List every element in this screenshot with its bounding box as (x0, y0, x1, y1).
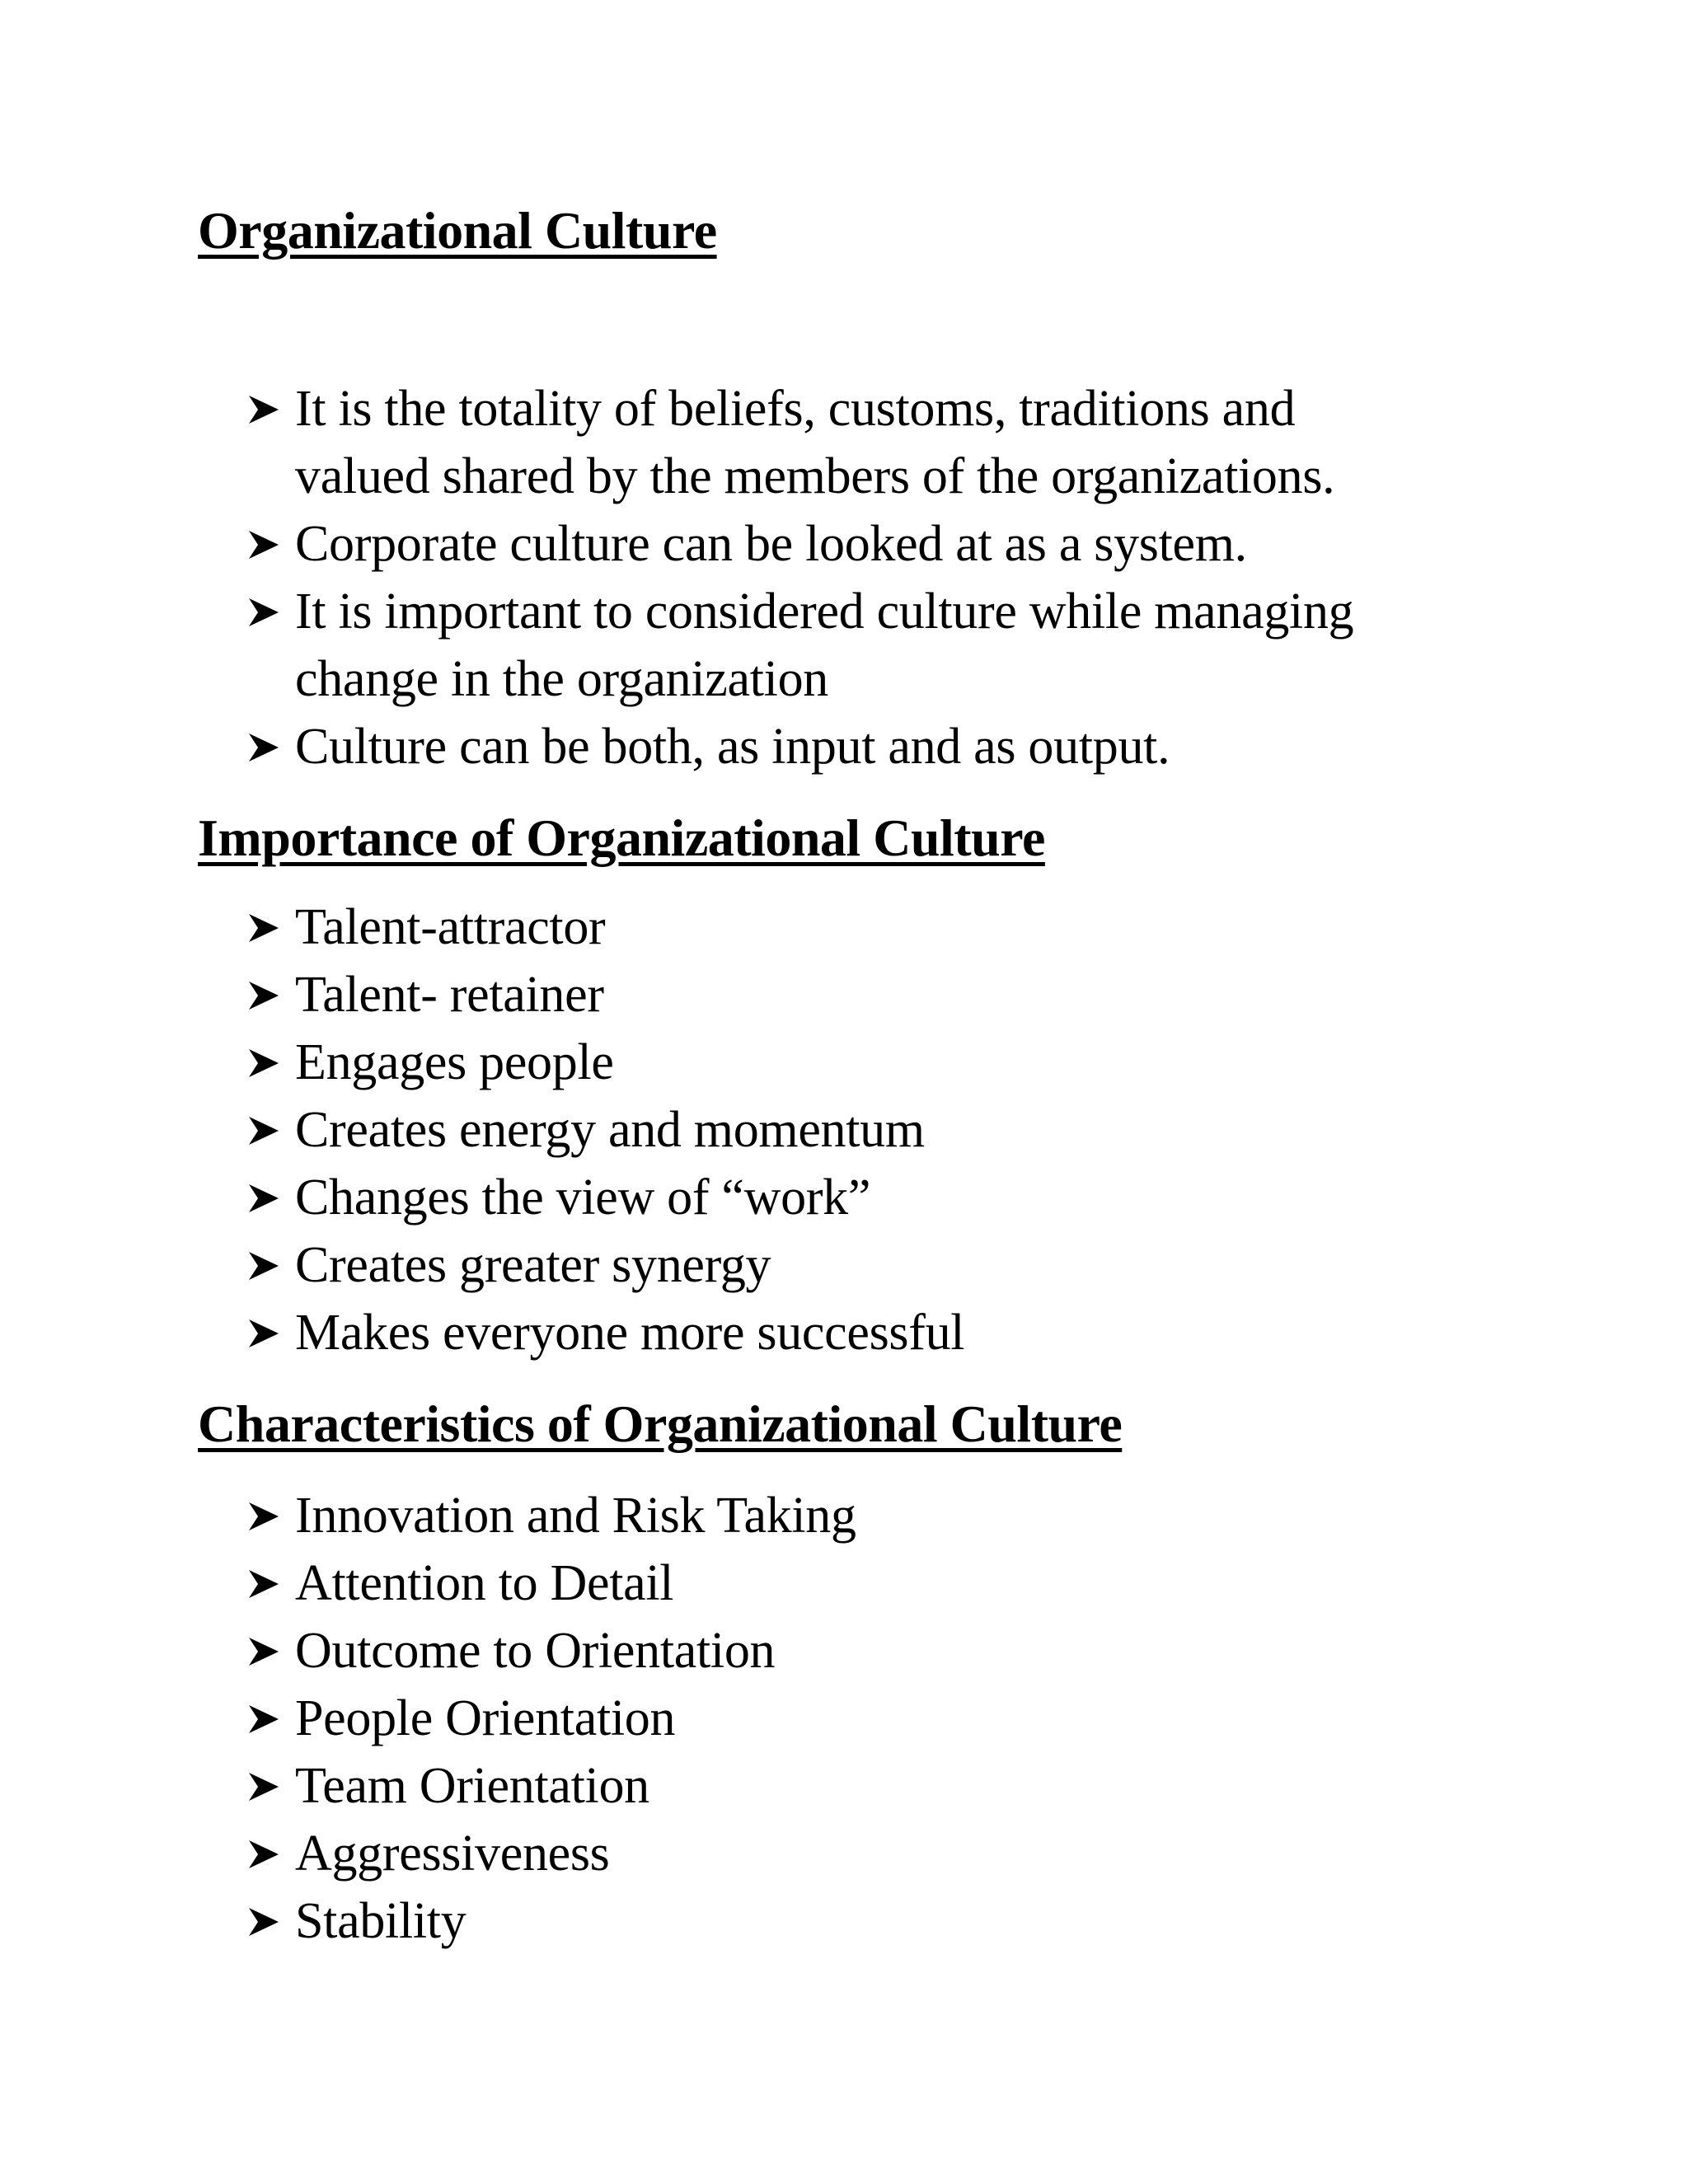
list-item-text: Corporate culture can be looked at as a system. (295, 516, 1247, 572)
list-item (249, 1820, 856, 1887)
list-item-text: It is the totality of beliefs, customs, traditions and (295, 381, 1296, 437)
list-item-text: Makes everyone more successful (295, 1305, 965, 1361)
section-heading-importance: Importance of Organizational Culture (198, 808, 1045, 867)
section-heading-organizational-culture: Organizational Culture (198, 201, 717, 260)
list-item-text: Outcome to Orientation (295, 1623, 776, 1679)
arrowhead-bullet-icon (249, 914, 279, 942)
arrowhead-bullet-icon (249, 1502, 279, 1530)
list-item (249, 375, 1353, 510)
list-item-text: It is important to considered culture while managing (295, 583, 1354, 640)
arrowhead-bullet-icon (249, 598, 279, 626)
section-heading-characteristics: Characteristics of Organizational Culture (198, 1394, 1123, 1453)
list-item (249, 1887, 856, 1955)
arrowhead-bullet-icon (249, 1319, 279, 1347)
arrowhead-bullet-icon (249, 1773, 279, 1801)
list-item-text: Talent- retainer (295, 967, 604, 1023)
list-item-text: Stability (295, 1893, 467, 1949)
arrowhead-bullet-icon (249, 982, 279, 1010)
list-item-text: People Orientation (295, 1690, 676, 1746)
arrowhead-bullet-icon (249, 396, 279, 424)
arrowhead-bullet-icon (249, 733, 279, 762)
list-item-text-continued: change in the organization (295, 651, 828, 707)
arrowhead-bullet-icon (249, 1184, 279, 1212)
list-item (249, 1231, 964, 1299)
list-item-text: Aggressiveness (295, 1825, 610, 1882)
list-item (249, 510, 1353, 578)
list-item-text: Innovation and Risk Taking (295, 1488, 856, 1544)
list-item (249, 1299, 964, 1366)
list-item (249, 578, 1353, 713)
arrowhead-bullet-icon (249, 1705, 279, 1733)
arrowhead-bullet-icon (249, 1049, 279, 1077)
bullet-list-importance (249, 893, 964, 1366)
list-item (249, 1685, 856, 1752)
arrowhead-bullet-icon (249, 1638, 279, 1666)
list-item-text: Team Orientation (295, 1758, 649, 1814)
arrowhead-bullet-icon (249, 1840, 279, 1868)
list-item (249, 1029, 964, 1096)
list-item-text: Creates energy and momentum (295, 1102, 925, 1158)
list-item-text: Talent-attractor (295, 899, 606, 955)
bullet-list-characteristics (249, 1482, 856, 1955)
list-item-text: Attention to Detail (295, 1555, 674, 1611)
list-item-text: Creates greater synergy (295, 1237, 771, 1293)
list-item (249, 713, 1353, 780)
list-item (249, 1617, 856, 1685)
arrowhead-bullet-icon (249, 1252, 279, 1280)
arrowhead-bullet-icon (249, 531, 279, 559)
bullet-list-definition (249, 375, 1353, 780)
arrowhead-bullet-icon (249, 1570, 279, 1598)
list-item (249, 893, 964, 961)
list-item (249, 1164, 964, 1231)
arrowhead-bullet-icon (249, 1117, 279, 1145)
list-item-text: Culture can be both, as input and as output. (295, 719, 1170, 775)
list-item (249, 1752, 856, 1820)
list-item (249, 1549, 856, 1617)
arrowhead-bullet-icon (249, 1908, 279, 1936)
list-item (249, 961, 964, 1029)
list-item-text: Changes the view of “work” (295, 1169, 871, 1226)
list-item (249, 1096, 964, 1164)
list-item-text-continued: valued shared by the members of the organizations. (295, 448, 1335, 504)
list-item-text: Engages people (295, 1034, 614, 1090)
list-item (249, 1482, 856, 1549)
